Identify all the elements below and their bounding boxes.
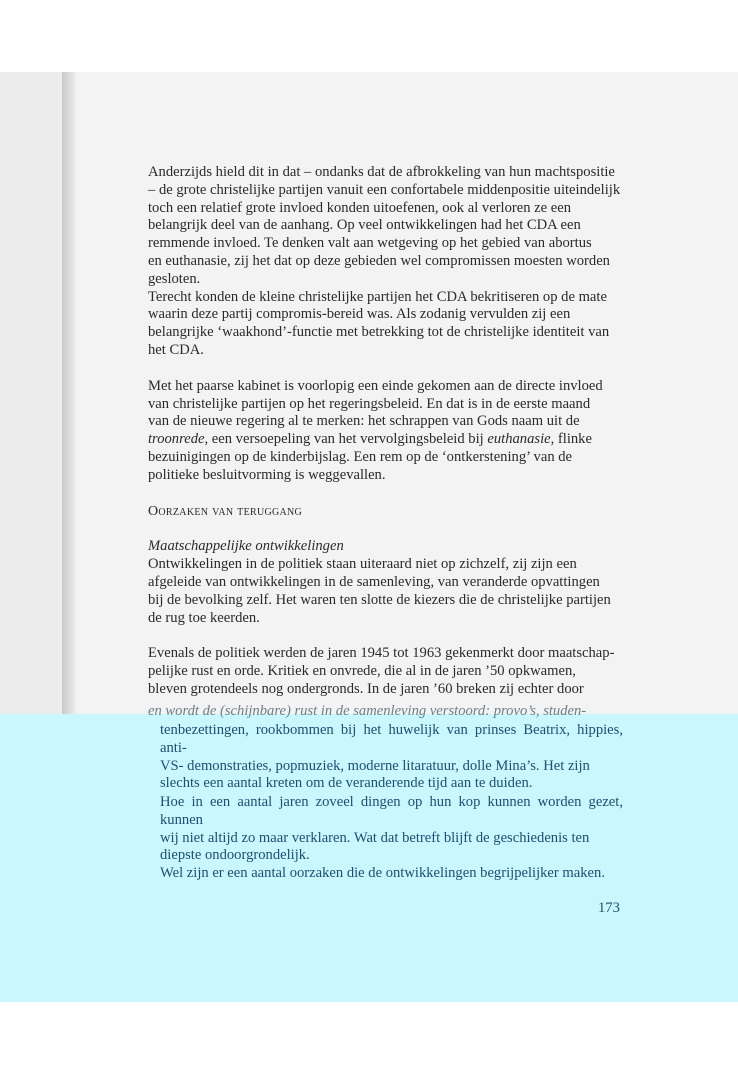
page-number: 173	[598, 900, 620, 916]
text-line: diepste ondoorgrondelijk.	[160, 847, 310, 864]
text-line: Ontwikkelingen in de politiek staan uiteraard niet op zichzelf, zij zijn een	[148, 556, 577, 573]
text-line: tenbezettingen, rookbommen bij het huwelijk van prinses Beatrix, hippies, anti-	[160, 722, 623, 756]
text-line: Met het paarse kabinet is voorlopig een einde gekomen aan de directe invloed	[148, 377, 603, 394]
text-line: het CDA.	[148, 341, 204, 358]
text-line: toch een relatief grote invloed konden uitoefenen, ook al verloren ze een	[148, 199, 572, 216]
text-line: Evenals de politiek werden de jaren 1945 tot 1963 gekenmerkt door maatschap-	[148, 645, 615, 662]
text-line: , een versoepeling van het vervolgingsbeleid bij	[204, 431, 488, 448]
paragraph-1	[148, 164, 625, 289]
text-line: remmende invloed. Te denken valt aan wetgeving op het gebied van abortus	[148, 235, 592, 252]
overlay-text-1	[160, 722, 623, 793]
text-line: van christelijke partijen op het regeringsbeleid. En dat is in de eerste maand	[148, 395, 591, 412]
text-line: bij de bevolking zelf. Het waren ten slotte de kiezers die de christelijke partijen	[148, 591, 611, 608]
main-text	[148, 164, 625, 699]
text-line-italic: troonrede	[148, 431, 205, 448]
text-line: belangrijk deel van de aanhang. Op veel ontwikkelingen had het CDA een	[148, 217, 581, 234]
paragraph-5	[148, 645, 625, 698]
text-line: bleven grotendeels nog ondergronds. In de jaren ’60 breken zij echter door	[148, 680, 584, 697]
text-line: Hoe in een aantal jaren zoveel dingen op hun kop kunnen worden gezet, kunnen	[160, 794, 623, 828]
text-line: pelijke rust en orde. Kritiek en onvrede, die al in de jaren ’50 opkwamen,	[148, 663, 576, 680]
text-line: van de nieuwe regering al te merken: het schrappen van Gods naam uit de	[148, 413, 580, 430]
overlay-text-2	[160, 794, 623, 883]
text-line: waarin deze partij compromis-bereid was. Als zodanig vervulden zij een	[148, 306, 571, 323]
paragraph-2	[148, 289, 625, 360]
text-line: Terecht konden de kleine christelijke partijen het CDA bekritiseren op de mate	[148, 288, 607, 305]
text-line: politieke besluitvorming is weggevallen.	[148, 466, 386, 483]
text-line-italic: euthanasie	[487, 431, 551, 448]
text-line: slechts een aantal kreten om de veranderende tijd aan te duiden.	[160, 775, 533, 792]
section-subheading: Maatschappelijke ontwikkelingen	[148, 538, 344, 555]
paragraph-4	[148, 556, 625, 627]
overlapping-text-line: en wordt de (schijnbare) rust in de samenleving verstoord: provo’s, studen-	[148, 703, 587, 719]
text-line: – de grote christelijke partijen vanuit een confortabele middenpositie uiteindelijk	[148, 181, 621, 198]
text-line: de rug toe keerden.	[148, 609, 260, 626]
text-line: , flinke	[550, 431, 592, 448]
text-line: gesloten.	[148, 270, 201, 287]
text-line: Anderzijds hield dit in dat – ondanks dat de afbrokkeling van hun machtspositie	[148, 164, 615, 180]
text-line: Wel zijn er een aantal oorzaken die de ontwikkelingen begrijpelijker maken.	[160, 865, 605, 882]
paragraph-3	[148, 378, 625, 485]
section-heading: Oorzaken van teruggang	[148, 503, 303, 519]
text-line: wij niet altijd zo maar verklaren. Wat dat betreft blijft de geschiedenis ten	[160, 829, 590, 846]
text-line: belangrijke ‘waakhond’-functie met betrekking tot de christelijke identiteit van	[148, 324, 610, 341]
text-line: bezuinigingen op de kinderbijslag. Een rem op de ‘ontkerstening’ van de	[148, 448, 573, 465]
text-line: VS- demonstraties, popmuziek, moderne litaratuur, dolle Mina’s. Het zijn	[160, 757, 590, 774]
text-line: en euthanasie, zij het dat op deze gebieden wel compromissen moesten worden	[148, 252, 610, 269]
text-line: afgeleide van ontwikkelingen in de samenleving, van veranderde opvattingen	[148, 573, 600, 590]
